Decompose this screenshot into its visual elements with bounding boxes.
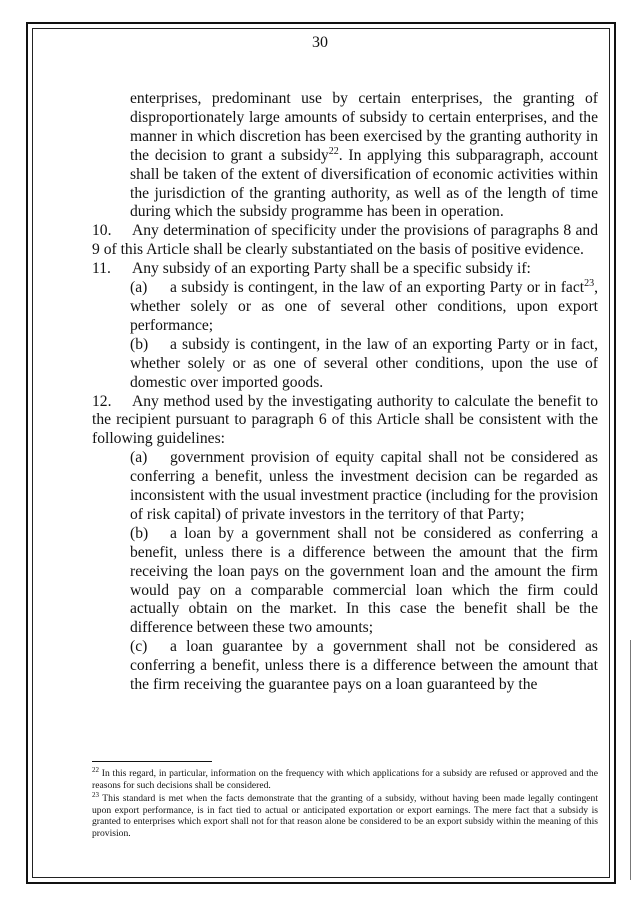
paragraph-12-a: (a) government provision of equity capital shall not be considered as conferring a benefit, unless the investment decision can be regarded as inconsistent with the usual investment practice (including for the provision of risk capital) of private investors in the territory of that Party; — [130, 449, 598, 523]
item-label: (a) — [130, 279, 148, 297]
paragraph-11-b: (b) a subsidy is contingent, in the law of an exporting Party or in fact, whether solely or as one of several other conditions, upon the use of domestic over imported goods. — [130, 335, 598, 391]
item-label: (b) — [130, 524, 149, 542]
paragraph-number: 11. — [92, 260, 111, 278]
footnote-ref-23: 23 — [584, 278, 595, 290]
document-body — [92, 90, 598, 695]
paragraph-number: 12. — [92, 392, 112, 410]
paragraph-number: 10. — [92, 222, 112, 240]
footnote-22: $^{22}$ In this regard, in particular, information on the frequency with which applications for a subsidy are refused or approved and the reasons for such decisions shall be considered. — [92, 766, 598, 791]
footnotes — [92, 768, 598, 841]
paragraph-11-a: (a) a subsidy is contingent, in the law of an exporting Party or in fact$^{23}$, whether solely or as one of several other conditions, upon export performance; — [130, 278, 598, 334]
footnote-separator — [92, 761, 212, 762]
continued-subparagraph: enterprises, predominant use by certain enterprises, the granting of disproportionately large amounts of subsidy to certain enterprises, and the manner in which discretion has been exercised by the granting authority in the decision to grant a subsidy$^{22}$. In applying this subparagraph, account shall be taken of the extent of diversification of economic activities within the jurisdiction of the granting authority, as well as of the length of time during which the subsidy programme has been in operation. — [130, 90, 598, 221]
item-label: (b) — [130, 335, 149, 353]
paragraph-10: 10. Any determination of specificity under the provisions of paragraphs 8 and 9 of this Article shall be clearly substantiated on the basis of positive evidence. — [92, 222, 598, 259]
item-label: (c) — [130, 638, 148, 656]
scan-edge-line — [630, 640, 631, 880]
item-label: (a) — [130, 449, 148, 467]
footnote-ref-22: 22 — [328, 145, 339, 157]
paragraph-11: 11. Any subsidy of an exporting Party shall be a specific subsidy if: — [92, 260, 531, 278]
paragraph-12: 12. Any method used by the investigating authority to calculate the benefit to the recipient pursuant to paragraph 6 of this Article shall be consistent with the following guidelines: — [92, 392, 598, 448]
paragraph-12-b: (b) a loan by a government shall not be considered as conferring a benefit, unless there is a difference between the amount that the firm receiving the loan pays on the government loan and the amount the firm would pay on a comparable commercial loan which the firm could actually obtain on the market. In this case the benefit shall be the difference between these two amounts; — [130, 524, 598, 637]
page-number: 30 — [312, 34, 328, 51]
paragraph-12-c: (c) a loan guarantee by a government shall not be considered as conferring a benefit, unless there is a difference between the amount that the firm receiving the guarantee pays on a loan guaranteed by the — [130, 638, 598, 694]
footnote-23: $^{23}$ This standard is met when the facts demonstrate that the granting of a subsidy, without having been made legally contingent upon export performance, is in fact tied to actual or anticipated exportation or export earnings. The mere fact that a subsidy is granted to enterprises which export shall not for that reason alone be considered to be an export subsidy within the meaning of this provision. — [92, 791, 598, 839]
